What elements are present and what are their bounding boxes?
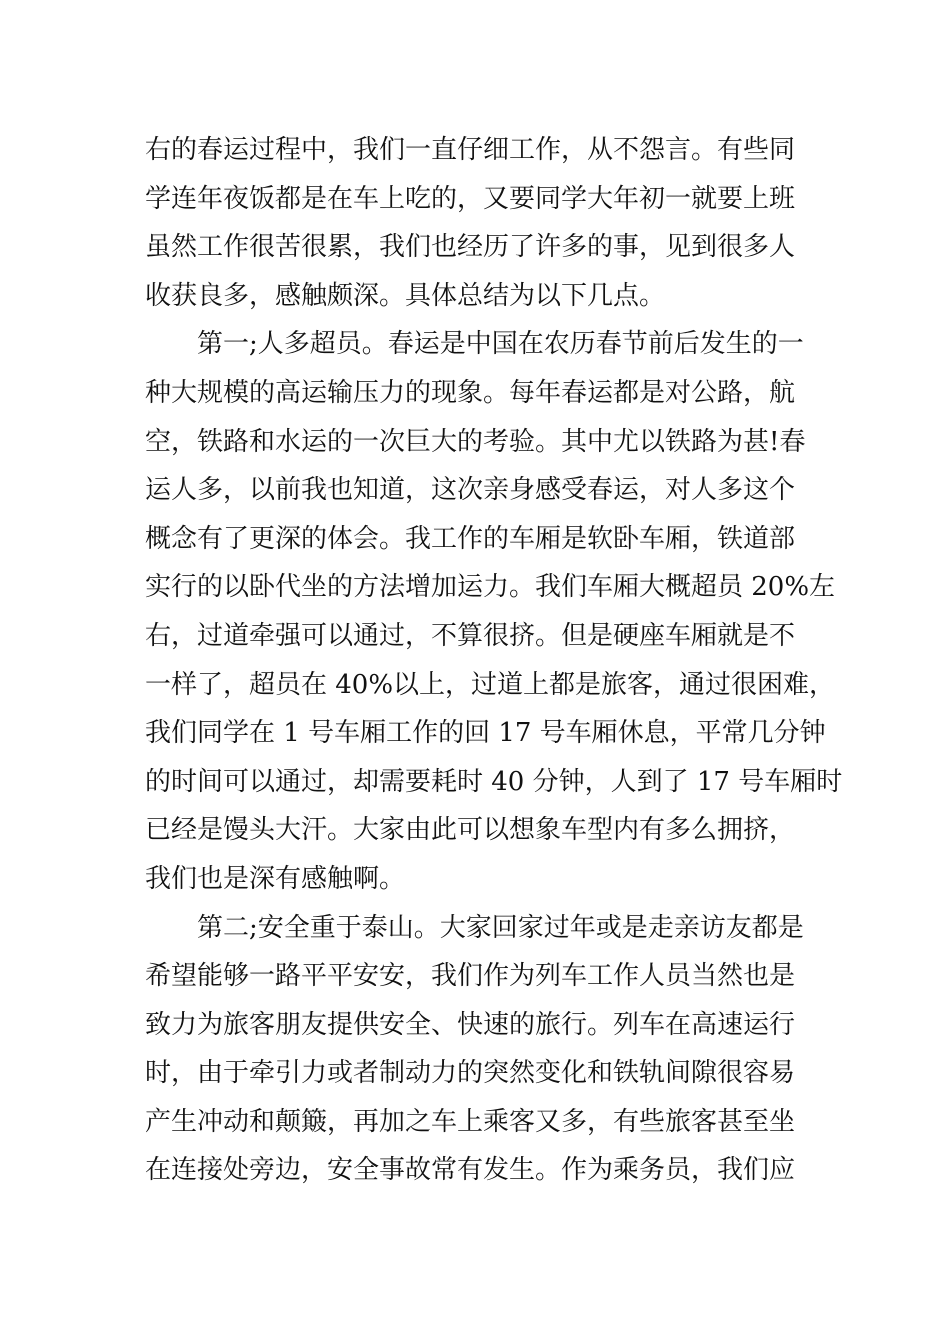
text-line: 第二;安全重于泰山。大家回家过年或是走亲访友都是 — [197, 912, 804, 943]
text-line: 实行的以卧代坐的方法增加运力。我们车厢大概超员 20%左 — [145, 572, 836, 603]
text-line: 学连年夜饭都是在车上吃的，又要同学大年初一就要上班 — [145, 183, 796, 214]
text-line: 概念有了更深的体会。我工作的车厢是软卧车厢，铁道部 — [145, 523, 796, 554]
text-line: 产生冲动和颠簸，再加之车上乘客又多，有些旅客甚至坐 — [145, 1106, 796, 1137]
paragraph-1 — [145, 126, 807, 320]
text-line: 我们也是深有感触啊。 — [145, 863, 406, 894]
paragraph-2 — [145, 320, 843, 903]
text-line: 一样了，超员在 40%以上，过道上都是旅客，通过很困难， — [145, 669, 836, 700]
text-line: 右的春运过程中，我们一直仔细工作，从不怨言。有些同 — [145, 135, 796, 165]
text-line: 的时间可以通过，却需要耗时 40 分钟，人到了 17 号车厢时 — [145, 766, 843, 797]
text-line: 在连接处旁边，安全事故常有发生。作为乘务员，我们应 — [145, 1155, 796, 1186]
text-line: 空，铁路和水运的一次巨大的考验。其中尤以铁路为甚!春 — [145, 426, 806, 457]
text-line: 第一;人多超员。春运是中国在农历春节前后发生的一 — [197, 329, 804, 360]
text-line: 已经是馒头大汗。大家由此可以想象车型内有多么拥挤， — [145, 815, 796, 846]
text-line: 希望能够一路平平安安，我们作为列车工作人员当然也是 — [145, 961, 796, 992]
text-line: 右，过道牵强可以通过，不算很挤。但是硬座车厢就是不 — [145, 620, 796, 651]
document-body — [145, 126, 843, 1195]
text-line: 时，由于牵引力或者制动力的突然变化和铁轨间隙很容易 — [145, 1058, 796, 1089]
text-line: 种大规模的高运输压力的现象。每年春运都是对公路，航 — [145, 377, 796, 408]
text-line: 运人多，以前我也知道，这次亲身感受春运，对人多这个 — [145, 475, 796, 506]
text-line: 我们同学在 1 号车厢工作的回 17 号车厢休息，平常几分钟 — [145, 718, 826, 749]
text-line: 收获良多，感触颇深。具体总结为以下几点。 — [145, 280, 666, 311]
text-line: 致力为旅客朋友提供安全、快速的旅行。列车在高速运行 — [145, 1009, 796, 1040]
text-line: 虽然工作很苦很累，我们也经历了许多的事，见到很多人 — [145, 232, 796, 263]
paragraph-3 — [145, 904, 807, 1196]
